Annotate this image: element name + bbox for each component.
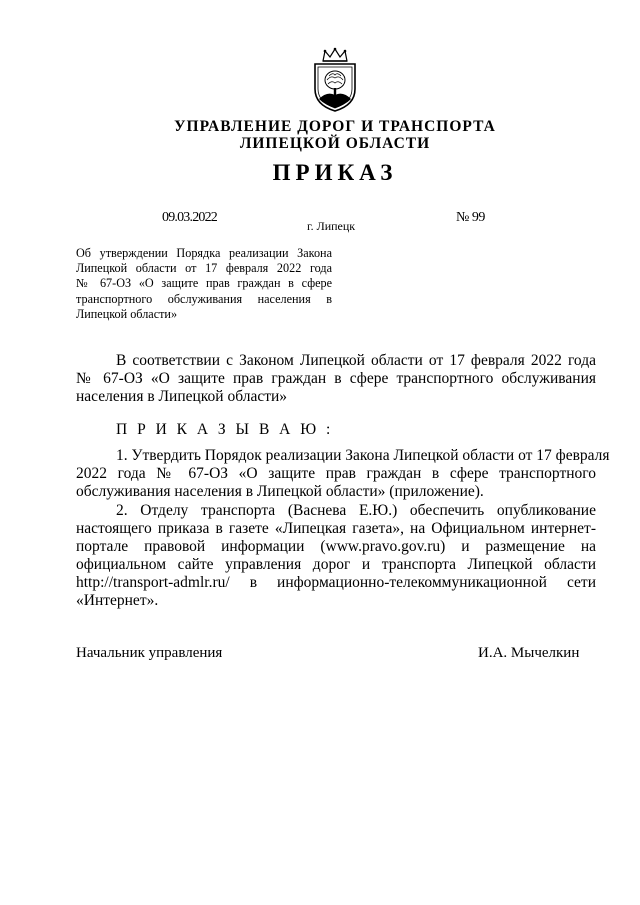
preamble-line: № 67-ОЗ «О защите прав граждан в сфере транспортного обслуживания bbox=[76, 370, 596, 387]
subject-line: Липецкой области от 17 февраля 2022 года bbox=[76, 261, 332, 276]
document-subject bbox=[76, 246, 332, 322]
item-line: 2022 года № 67-ОЗ «О защите прав граждан в сфере транспортного bbox=[76, 465, 596, 482]
order-item-1 bbox=[76, 447, 610, 501]
order-item-2 bbox=[76, 502, 596, 610]
item-line: портале правовой информации (www.pravo.gov.ru) и размещение на bbox=[76, 538, 596, 555]
preamble-line: населения в Липецкой области» bbox=[76, 388, 288, 405]
item-line: 1. Утвердить Порядок реализации Закона Липецкой области от 17 февраля bbox=[116, 447, 610, 464]
item-line: официальном сайте управления дорог и транспорта Липецкой области bbox=[76, 556, 596, 573]
preamble-line: В соответствии с Законом Липецкой области от 17 февраля 2022 года bbox=[116, 352, 596, 369]
document-date: 09.03.2022 bbox=[162, 210, 218, 225]
coat-of-arms-emblem bbox=[305, 47, 365, 113]
subject-line: Об утверждении Порядка реализации Закона bbox=[76, 246, 332, 260]
item-line: http://transport-admlr.ru/ в информационно-телекоммуникационной сети bbox=[76, 574, 596, 591]
preamble-paragraph bbox=[76, 352, 596, 406]
signatory-position: Начальник управления bbox=[76, 645, 223, 661]
subject-line: транспортного обслуживания населения в bbox=[76, 291, 332, 306]
organization-name-line-2: ЛИПЕЦКОЙ ОБЛАСТИ bbox=[239, 135, 431, 152]
subject-line: Липецкой области» bbox=[76, 306, 178, 321]
item-line: «Интернет». bbox=[76, 592, 159, 609]
document-number: № 99 bbox=[456, 210, 485, 225]
signatory-name: И.А. Мычелкин bbox=[478, 645, 580, 661]
item-line: настоящего приказа в газете «Липецкая газета», на Официальном интернет- bbox=[76, 520, 596, 537]
item-line: 2. Отделу транспорта (Васнева Е.Ю.) обеспечить опубликование bbox=[116, 502, 596, 519]
item-line: обслуживания населения в Липецкой области» (приложение). bbox=[76, 483, 484, 500]
organization-name-line-1: УПРАВЛЕНИЕ ДОРОГ И ТРАНСПОРТА bbox=[174, 118, 496, 135]
document-city: г. Липецк bbox=[307, 219, 356, 233]
document-type-title: ПРИКАЗ bbox=[272, 160, 398, 185]
subject-line: № 67-ОЗ «О защите прав граждан в сфере bbox=[76, 276, 332, 291]
order-word: П Р И К А З Ы В А Ю : bbox=[116, 421, 334, 438]
